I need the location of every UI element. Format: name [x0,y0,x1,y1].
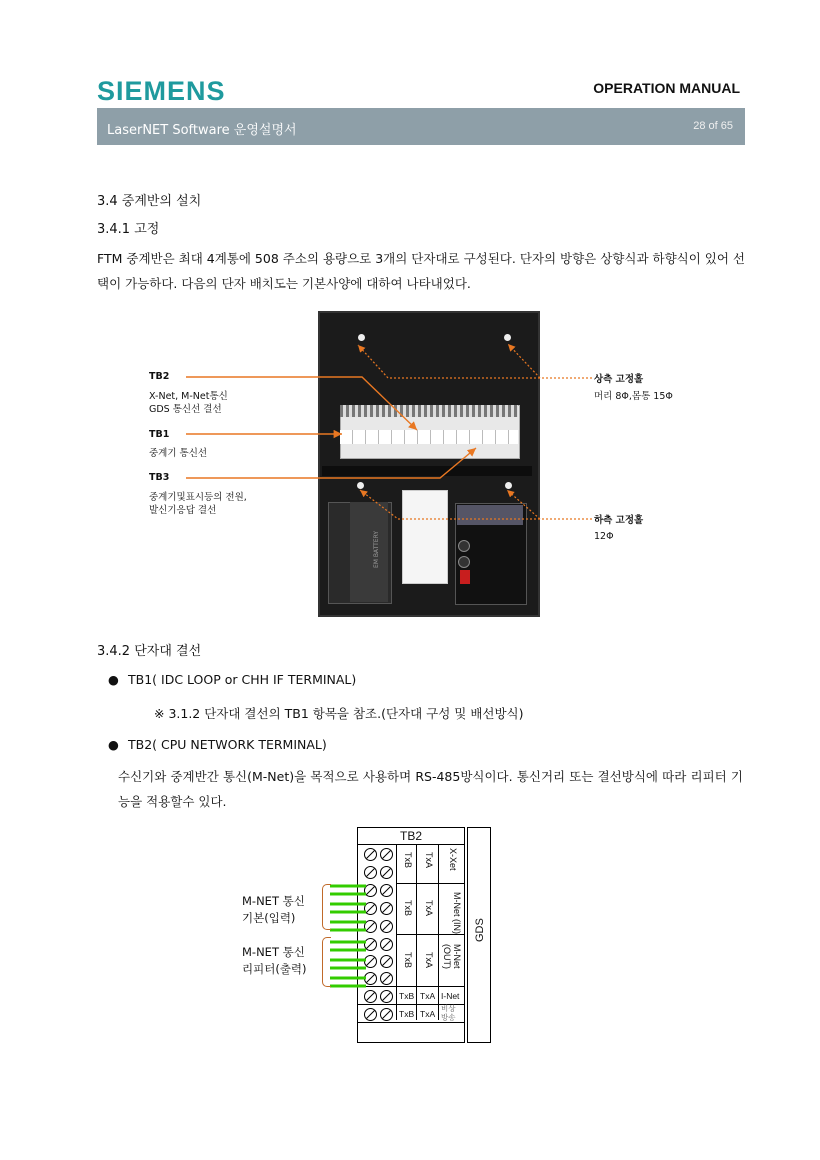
bullet-tb2: TB2( CPU NETWORK TERMINAL) [128,737,327,752]
screw-icon [380,866,393,879]
bullet-dot-icon: ● [108,737,119,752]
tb3-arrow [186,448,476,478]
txb-label: TxB [399,1009,415,1019]
screw-icon [380,902,393,915]
screw-icon [364,848,377,861]
mnet-input-group-label [242,893,305,927]
screw-icon [364,990,377,1003]
group-label-line: 기본(입력) [242,911,296,925]
page-number: 28 of 65 [693,120,733,132]
txb-label: TxB [403,852,413,869]
upper-hole-dotted-arrow [358,345,592,378]
paragraph-fixing: FTM 중계반은 최대 4계통에 508 주소의 용량으로 3개의 단자대로 구성된다. 단자의 방향은 상향식과 하향식이 있어 선택이 가능하다. 다음의 단자 배치도는 기본사양에 대하여 나타내었다. [97,251,745,291]
screw-icon [380,972,393,985]
tb1-desc: 중계기 통신선 [149,448,208,459]
xnet-label: X-Xet [448,848,458,871]
tb1-label: TB1 [149,429,170,440]
battery-label: EM BATTERY [373,530,381,569]
screw-icon [380,1008,393,1021]
txa-label: TxA [424,852,434,869]
divider [438,844,439,1020]
screw-icon [380,938,393,951]
lower-hole-dotted-arrow [360,490,592,519]
gds-label: GDS [474,918,486,942]
txa-label: TxA [424,952,434,969]
tb2-desc-1: X-Net, M-Net통신 [149,391,228,402]
tb3-desc-2: 발신기응답 결선 [149,505,217,516]
tb3-label: TB3 [149,472,170,483]
divider [358,1022,464,1023]
tb2-desc-2: GDS 통신선 결선 [149,404,222,415]
bullet-dot-icon: ● [108,672,119,687]
emergency-broadcast-label: 비상 방송 [441,1004,456,1022]
subsection-heading-wiring: 3.4.2 단자대 결선 [97,644,202,659]
lower-hole-label: 하측 고정홀 [594,515,644,526]
upper-hole-dotted-arrow-right [508,344,540,378]
document-title: LaserNET Software 운영설명서 [107,123,297,138]
mnet-in-label: M-Net (IN) [452,892,462,934]
paragraph-tb2: 수신기와 중계반간 통신(M-Net)을 목적으로 사용하며 RS-485방식이다. 통신거리 또는 결선방식에 따라 리피터 기능을 적용할수 있다. [118,769,743,809]
divider [396,883,464,884]
tb2-title: TB2 [358,828,464,845]
lower-hole-dotted-arrow-right [507,490,540,519]
txa-label: TxA [420,1009,436,1019]
note-tb1: ※ 3.1.2 단자대 결선의 TB1 항목을 참조.(단자대 구성 및 배선방식) [154,706,524,721]
txa-label: TxA [424,900,434,917]
lower-hole-desc: 12Φ [594,531,614,542]
upper-hole-label: 상측 고정홀 [594,374,644,385]
group-label-line: M-NET 통신 [242,894,305,908]
txb-label: TxB [399,991,415,1001]
group-label-line: 리피터(출력) [242,962,307,976]
brace-input [322,884,331,930]
screw-icon [380,884,393,897]
divider [396,934,464,935]
screw-icon [364,866,377,879]
inet-label: I-Net [441,991,460,1001]
screw-icon [380,848,393,861]
section-heading: 3.4 중계반의 설치 [97,194,202,209]
brace-repeater [322,937,331,987]
group-label-line: M-NET 통신 [242,945,305,959]
subsection-heading-fixing: 3.4.1 고정 [97,222,160,237]
txb-label: TxB [403,952,413,969]
divider [416,844,417,1020]
screw-icon [380,990,393,1003]
bullet-tb1: TB1( IDC LOOP or CHH IF TERMINAL) [128,672,357,687]
txb-label: TxB [403,900,413,917]
screw-icon [380,920,393,933]
screw-icon [380,955,393,968]
txa-label: TxA [420,991,436,1001]
gds-box [467,827,491,1043]
mnet-repeater-group-label [242,944,307,978]
mnet-out-label: M-Net (OUT) [442,944,462,969]
tb3-desc-1: 중계기및표시등의 전원, [149,492,247,503]
screw-icon [364,1008,377,1021]
upper-hole-desc: 머리 8Φ,몸통 15Φ [594,391,673,402]
document-type: OPERATION MANUAL [593,80,740,96]
tb2-label: TB2 [149,371,170,382]
siemens-logo: SIEMENS [97,76,226,106]
divider [396,844,397,1020]
